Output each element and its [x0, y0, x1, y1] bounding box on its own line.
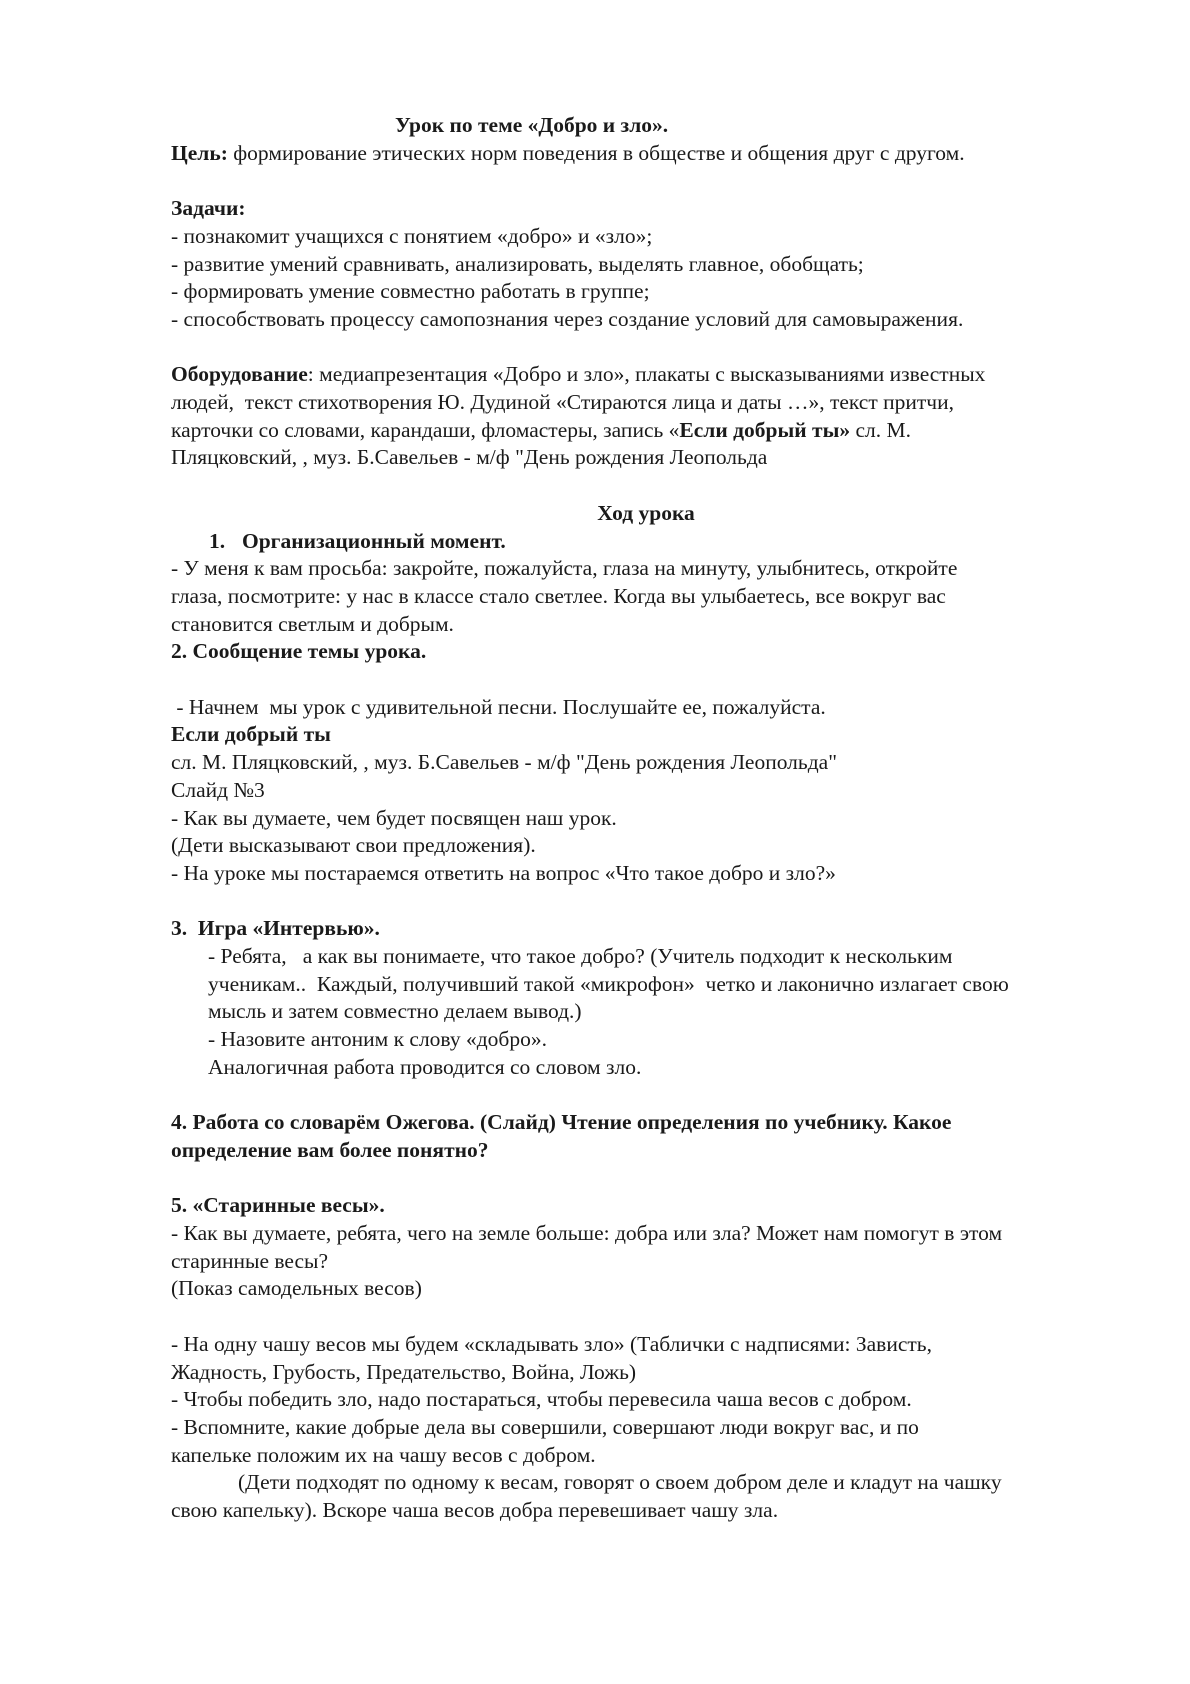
section-2-heading: 2. Сообщение темы урока. [171, 639, 427, 664]
equipment-text: карточки со словами, карандаши, фломастеры, запись « [171, 417, 680, 442]
document-page [171, 112, 1121, 1525]
section-5-line: Жадность, Грубость, Предательство, Война, Ложь) [171, 1359, 637, 1384]
section-5-line: - Как вы думаете, ребята, чего на земле больше: добра или зла? Может нам помогут в этом [171, 1221, 1003, 1246]
song-title: Если добрый ты [171, 722, 331, 747]
section-2-line: сл. М. Пляцковский, , муз. Б.Савельев - м/ф "День рождения Леопольда" [171, 750, 837, 775]
spacer [171, 1303, 1121, 1331]
section-5-heading: 5. «Старинные весы». [171, 1193, 385, 1218]
spacer [171, 472, 1121, 500]
equipment-line-3 [171, 417, 1121, 445]
section-3-line: ученикам.. Каждый, получивший такой «микрофон» четко и лаконично излагает свою [208, 971, 1009, 996]
section-3-body [171, 943, 1121, 1082]
lesson-progress-heading: Ход урока [597, 500, 695, 525]
goal-text: формирование этических норм поведения в обществе и общения друг с другом. [227, 140, 965, 165]
section-1-line: - У меня к вам просьба: закройте, пожалуйста, глаза на минуту, улыбнитесь, откройте [171, 556, 958, 581]
lesson-title: Урок по теме «Добро и зло». [395, 113, 669, 137]
section-1-number: 1. [209, 528, 226, 553]
section-5-line: (Показ самодельных весов) [171, 1276, 422, 1301]
spacer [171, 1082, 1121, 1110]
spacer [171, 334, 1121, 362]
task-item: - развитие умений сравнивать, анализировать, выделять главное, обобщать; [171, 251, 864, 276]
section-5-closing: свою капельку). Вскоре чаша весов добра перевешивает чашу зла. [171, 1498, 779, 1523]
section-3-line: мысль и затем совместно делаем вывод.) [208, 999, 582, 1024]
section-1-title: Организационный момент. [242, 528, 506, 553]
equipment-line-2: людей, текст стихотворения Ю. Дудиной «Стираются лица и даты …», текст притчи, [171, 390, 954, 414]
section-1-line: глаза, посмотрите: у нас в классе стало светлее. Когда вы улыбаетесь, все вокруг вас [171, 583, 946, 608]
section-5-line: - На одну чашу весов мы будем «складывать зло» (Таблички с надписями: Зависть, [171, 1331, 932, 1356]
section-3-line: - Ребята, а как вы понимаете, что такое добро? (Учитель подходит к нескольким [208, 944, 953, 969]
section-1-line: становится светлым и добрым. [171, 611, 454, 636]
spacer [171, 888, 1121, 916]
section-2-intro: - Начнем мы урок с удивительной песни. Послушайте ее, пожалуйста. [171, 694, 826, 719]
spacer [171, 1165, 1121, 1193]
section-2-line: (Дети высказывают свои предложения). [171, 833, 536, 858]
section-2-line: Слайд №3 [171, 777, 265, 802]
equipment-text: : медиапрезентация «Добро и зло», плакаты с высказываниями известных [307, 362, 986, 387]
section-2-line: - Как вы думаете, чем будет посвящен наш урок. [171, 805, 617, 830]
section-3-line: - Назовите антоним к слову «добро». [208, 1027, 547, 1052]
goal-paragraph [171, 140, 1121, 168]
section-5-closing: (Дети подходят по одному к весам, говорят о своем добром деле и кладут на чашку [238, 1470, 1002, 1495]
task-item: - формировать умение совместно работать в группе; [171, 279, 650, 304]
section-3-line: Аналогичная работа проводится со словом зло. [208, 1054, 642, 1079]
spacer [171, 666, 1121, 694]
task-item: - познакомит учащихся с понятием «добро» и «зло»; [171, 223, 653, 248]
section-5-line: - Чтобы победить зло, надо постараться, чтобы перевесила чаша весов с добром. [171, 1387, 912, 1412]
section-4-heading: 4. Работа со словарём Ожегова. (Слайд) Чтение определения по учебнику. Какое [171, 1110, 952, 1135]
tasks-label: Задачи: [171, 196, 246, 221]
section-5-line: старинные весы? [171, 1248, 329, 1273]
spacer [171, 167, 1121, 195]
song-title-inline: Если добрый ты» [679, 417, 851, 442]
section-5-line: - Вспомните, какие добрые дела вы совершили, совершают люди вокруг вас, и по [171, 1414, 919, 1439]
equipment-text: сл. М. [850, 417, 912, 442]
equipment-label: Оборудование [171, 362, 308, 387]
equipment-line-4: Пляцковский, , муз. Б.Савельев - м/ф "День рождения Леопольда [171, 445, 768, 470]
task-item: - способствовать процессу самопознания через создание условий для самовыражения. [171, 306, 964, 331]
equipment-line-1 [171, 361, 1121, 389]
section-1-heading [171, 528, 1121, 556]
section-3-heading: 3. Игра «Интервью». [171, 916, 380, 941]
goal-label: Цель: [171, 140, 228, 165]
section-5-line: капельке положим их на чашу весов с добром. [171, 1442, 596, 1467]
section-4-heading: определение вам более понятно? [171, 1137, 489, 1162]
section-2-line: - На уроке мы постараемся ответить на вопрос «Что такое добро и зло?» [171, 860, 836, 885]
